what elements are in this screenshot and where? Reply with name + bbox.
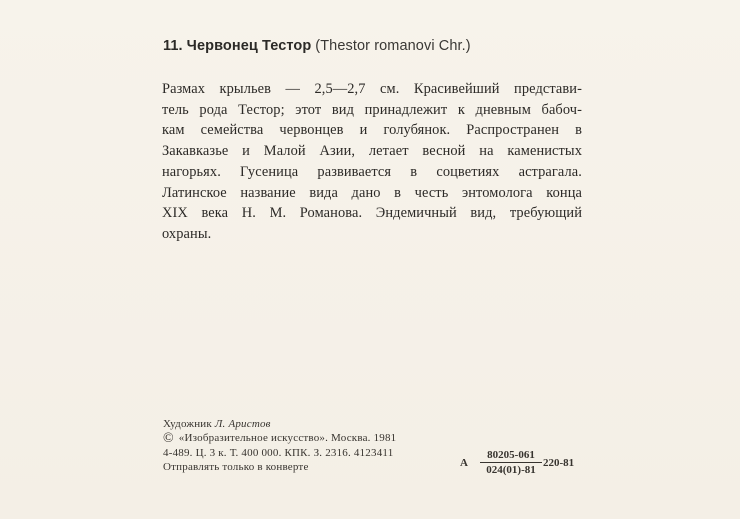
species-description <box>162 79 582 245</box>
artist-credit <box>163 417 396 431</box>
index-denominator: 024(01)-81 <box>486 464 536 476</box>
card-number: 11. <box>163 38 183 54</box>
index-numerator: 80205-061 <box>480 449 542 463</box>
print-info: 4-489. Ц. 3 к. Т. 400 000. КПК. З. 2316. 4123411 <box>163 447 394 459</box>
description-line: XIX века Н. М. Романова. Эндемичный вид, требующий <box>162 205 582 222</box>
publisher-line <box>163 431 396 446</box>
description-line: Размах крыльев — 2,5—2,7 см. Красивейший представи- <box>162 81 582 97</box>
species-name-ru: Червонец Тестор <box>186 38 312 54</box>
publication-footer <box>163 417 396 474</box>
description-line: Закавказье и Малой Азии, летает весной на каменистых <box>162 143 582 160</box>
description-line: охраны. <box>162 225 212 242</box>
description-line: нагорьях. Гусеница развивается в соцветиях астрагала. <box>162 163 582 180</box>
publisher-text: «Изобразительное искусство». Москва. 1981 <box>178 432 397 444</box>
artist-name: Л. Аристов <box>214 418 271 430</box>
species-name-latin: (Thestor romanovi Chr.) <box>315 38 471 54</box>
copyright-icon: © <box>163 431 174 446</box>
index-letter: А <box>460 457 468 469</box>
index-suffix: 220-81 <box>543 457 575 469</box>
card-title <box>163 37 471 55</box>
index-fraction <box>480 449 542 476</box>
description-line: тель рода Тестор; этот вид принадлежит к дневным бабоч- <box>162 101 582 118</box>
artist-label: Художник <box>163 418 212 430</box>
description-line: Латинское название вида дано в честь энтомолога конца <box>162 184 582 201</box>
description-line: кам семейства червонцев и голубянок. Распространен в <box>162 122 582 139</box>
mailing-note: Отправлять только в конверте <box>163 461 309 473</box>
